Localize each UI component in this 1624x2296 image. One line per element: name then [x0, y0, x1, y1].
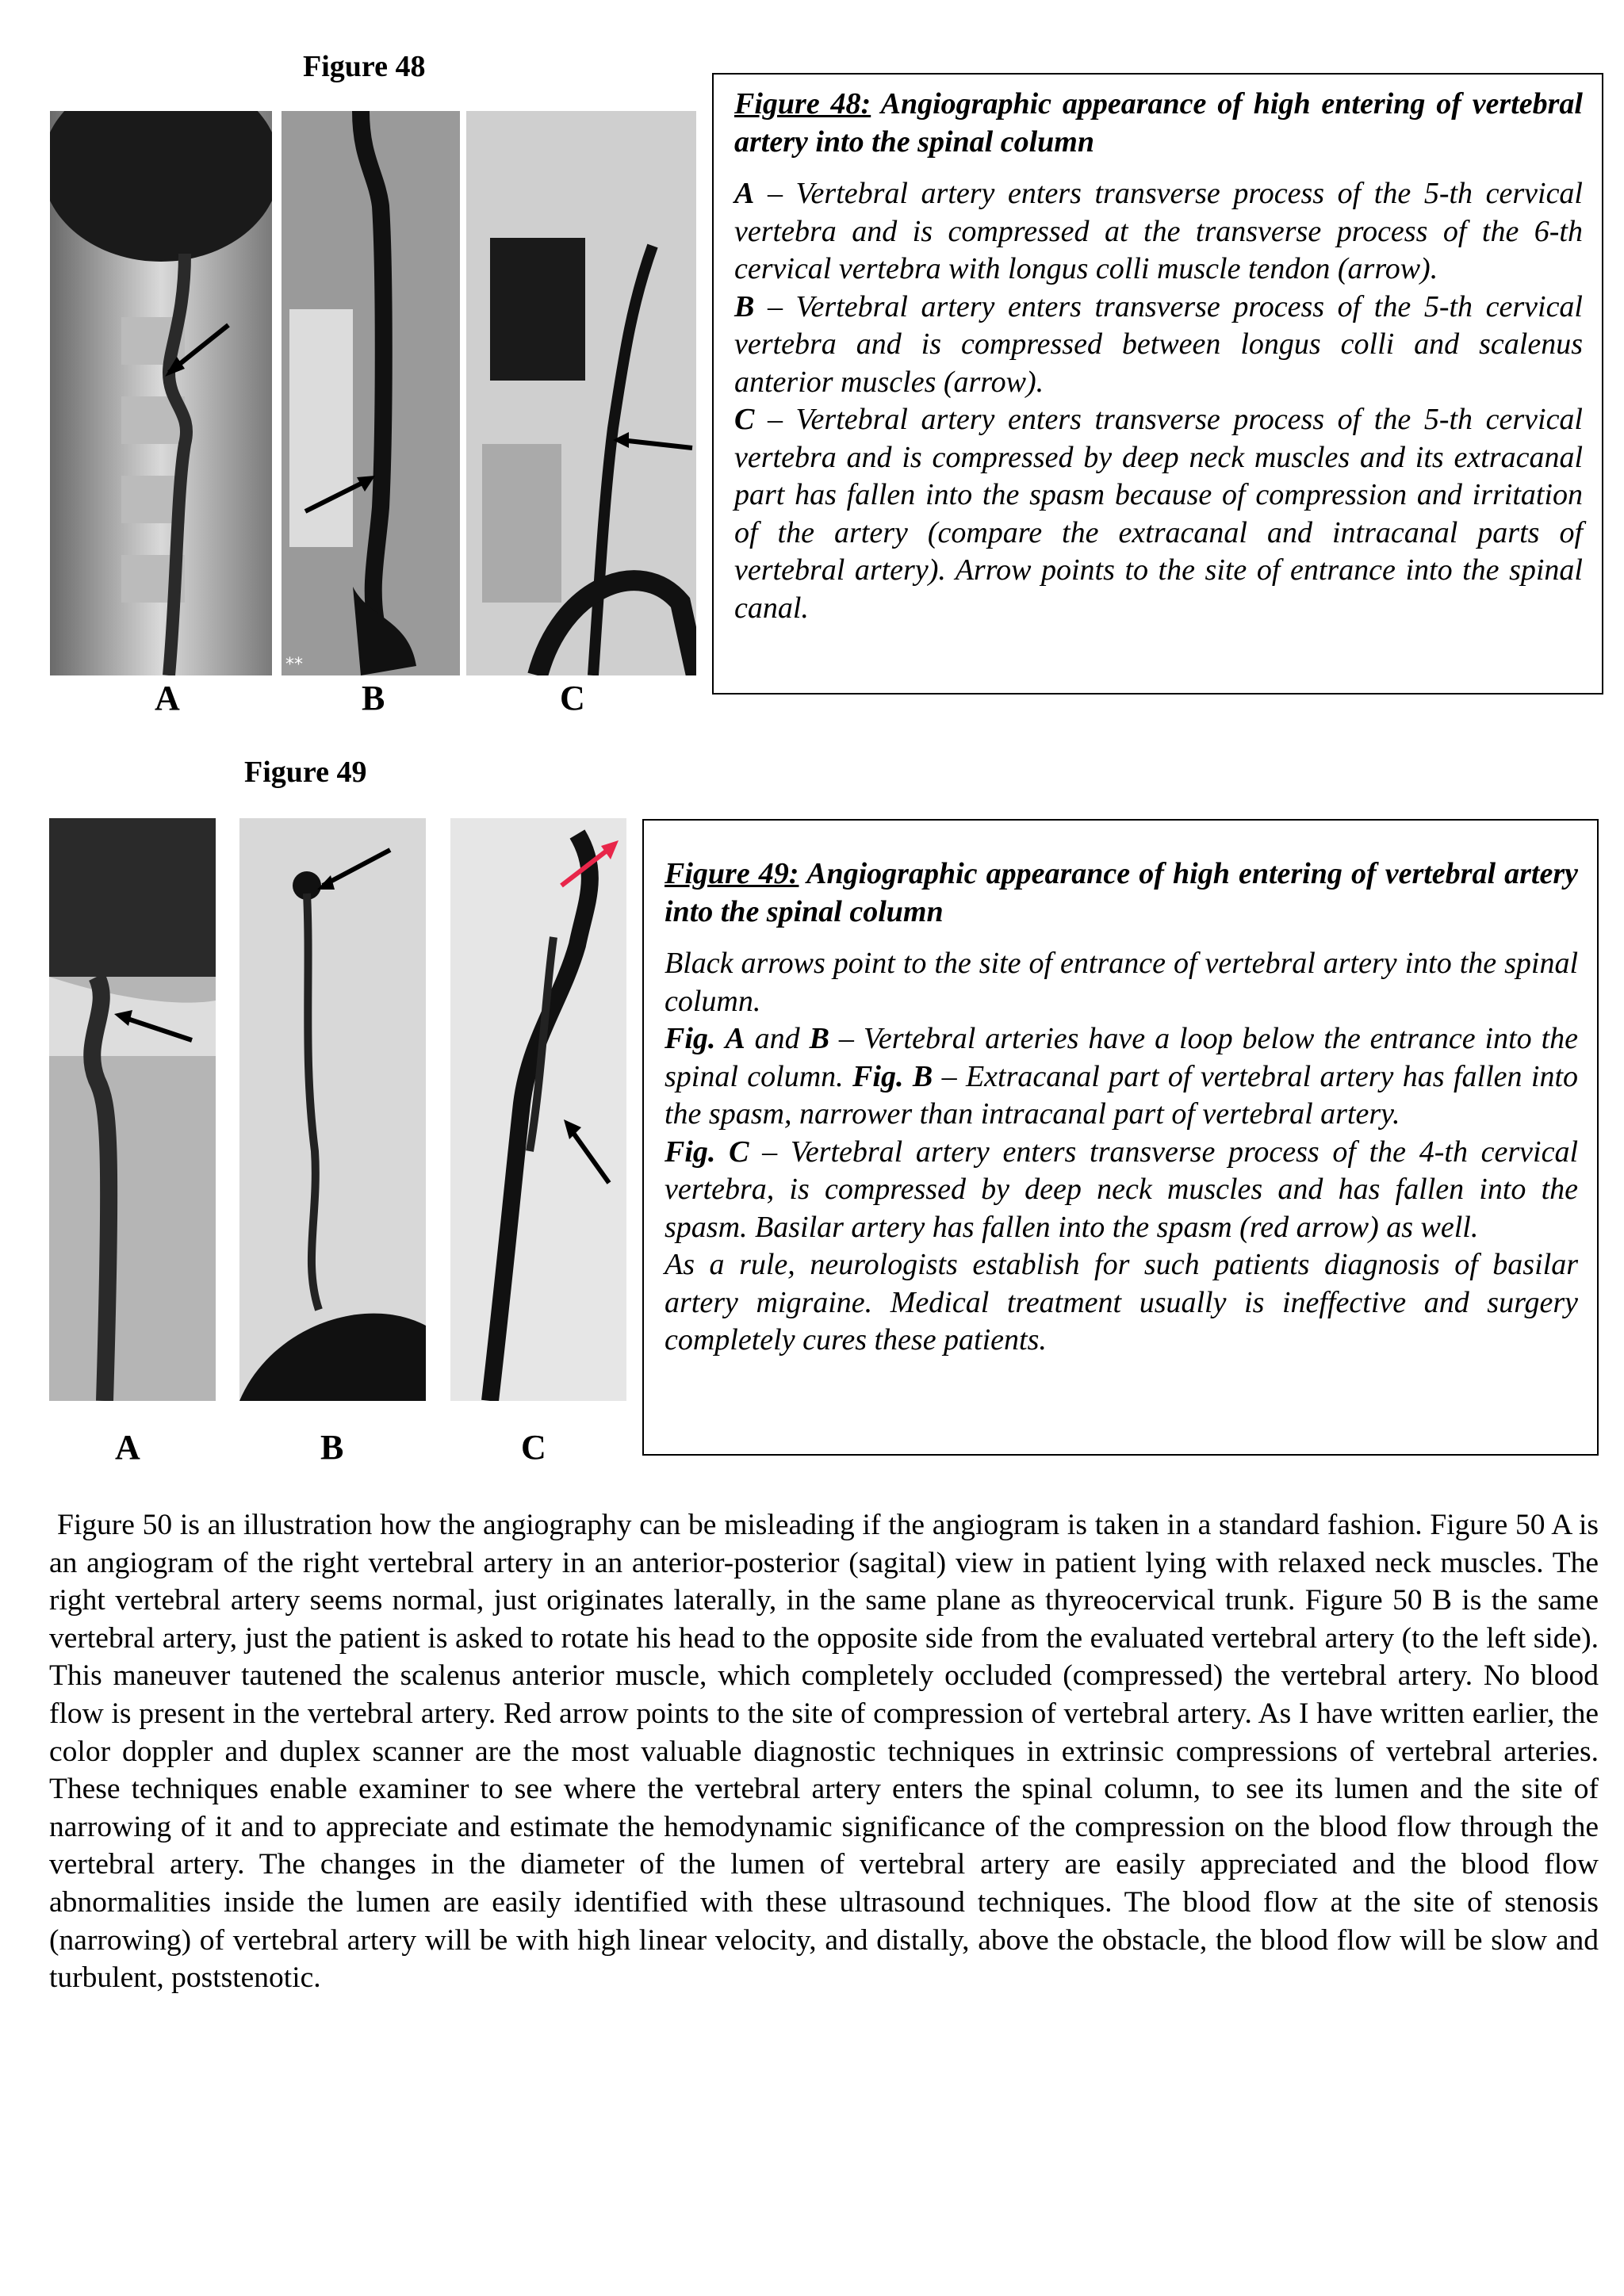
- figure-49-label-a: A: [115, 1428, 140, 1467]
- figure-49-caption-ab: Fig. A and B – Vertebral arteries have a loop below the entrance into the spinal column. Fig. B – Extracanal part of vertebral artery has fallen into the spasm, narrower than intracanal part of vertebral artery.: [665, 1022, 1579, 1131]
- figure-48-a-image: [50, 111, 272, 675]
- figure-49-caption-closing: As a rule, neurologists establish for such patients diagnosis of basilar artery migraine. Medical treatment usually is ineffective and surgery completely cures these patients.: [665, 1248, 1578, 1357]
- figure-49-caption-line1: Black arrows point to the site of entrance of vertebral artery into the spinal column.: [665, 947, 1578, 1018]
- body-paragraph: Figure 50 is an illustration how the angiography can be misleading if the angiogram is taken in a standard fashion. Figure 50 A is an angiogram of the right vertebral artery in an anterior-posterior (sagital) view in patient lying with relaxed neck muscles. The right vertebral artery seems normal, just originates laterally, in the same plane as thyreocervical trunk. Figure 50 B is the same vertebral artery, just the patient is asked to rotate his head to the opposite side from the evaluated vertebral artery (to the left side). This maneuver tautened the scalenus anterior muscle, which completely occluded (compressed) the vertebral artery. No blood flow is present in the vertebral artery. Red arrow points to the site of compression of vertebral artery. As I have written earlier, the color doppler and duplex scanner are the most valuable diagnostic techniques in extrinsic compressions of vertebral arteries. These techniques enable examiner to see where the vertebral artery enters the spinal column, to see its lumen and the site of narrowing of it and to appreciate and estimate the hemodynamic significance of the compression on the blood flow through the vertebral artery. The changes in the diameter of the lumen of vertebral artery are easily appreciated and the blood flow abnormalities inside the lumen are easily identified with these ultrasound techniques. The blood flow at the site of stenosis (narrowing) of vertebral artery will be with high linear velocity, and distally, above the obstacle, the blood flow will be slow and turbulent, poststenotic.: [49, 1509, 1599, 1995]
- figure-48-caption-box: [712, 73, 1603, 695]
- figure-48-label-c: C: [560, 679, 585, 718]
- figure-49-a-image: [49, 818, 216, 1401]
- figure-48-b-image: [282, 111, 460, 675]
- figure-48-caption-c: C – Vertebral artery enters transverse process of the 5-th cervical vertebra and is compressed by deep neck muscles and its extracanal part has fallen into the spasm because of compression and irritation of the artery (compare the extracanal and intracanal parts of vertebral artery). Arrow points to the site of entrance into the spinal canal.: [734, 403, 1583, 625]
- figure-48-caption-a: A – Vertebral artery enters transverse process of the 5-th cervical vertebra and is compressed at the transverse process of the 6-th cervical vertebra with longus colli muscle tendon (arrow).: [734, 177, 1583, 285]
- figure-48-caption-heading: Figure 48: Angiographic appearance of high entering of vertebral artery into the spinal column: [734, 87, 1583, 159]
- figure-49-label-c: C: [521, 1428, 546, 1467]
- figure-48-caption-b: B – Vertebral artery enters transverse process of the 5-th cervical vertebra and is compressed between longus colli and scalenus anterior muscles (arrow).: [734, 289, 1583, 399]
- figure-48-c-image: [466, 111, 696, 675]
- figure-49-b-image: [239, 818, 426, 1401]
- figure-48-label-a: A: [155, 679, 180, 718]
- figure-49-caption-heading: Figure 49: Angiographic appearance of high entering of vertebral artery into the spinal column: [665, 857, 1578, 928]
- body-paragraph-block: [49, 1506, 1599, 1997]
- figure-48-title: Figure 48: [303, 50, 426, 83]
- figure-49-c-image: [450, 818, 626, 1401]
- figure-48-label-b: B: [362, 679, 385, 718]
- figure-49-title: Figure 49: [244, 756, 367, 789]
- figure-49-caption-c: Fig. C – Vertebral artery enters transverse process of the 4-th cervical vertebra, is compressed by deep neck muscles and has fallen into the spasm. Basilar artery has fallen into the spasm (red arrow) as well.: [665, 1135, 1578, 1244]
- figure-49-label-b: B: [320, 1428, 344, 1467]
- figure-49-caption-box: [642, 819, 1599, 1456]
- figure-48-b-watermark: **: [285, 655, 303, 675]
